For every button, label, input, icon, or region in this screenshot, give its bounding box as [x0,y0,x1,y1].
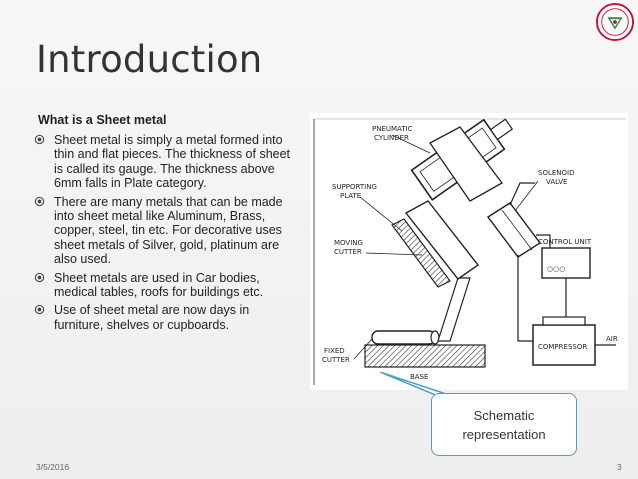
bullet-text: Sheet metals are used in Car bodies, medical tables, roofs for buildings etc. [54,270,264,300]
label-moving-cutter-line1: MOVING [334,239,363,247]
label-supporting-plate-line1: SUPPORTING [332,183,377,191]
section-subheading: What is a Sheet metal [38,113,167,127]
callout-line1: Schematic [473,407,535,423]
base-block [365,345,485,367]
circle-bullet-icon [34,196,45,207]
label-pneumatic-cylinder-line2: CYLINDER [374,134,409,142]
label-solenoid-valve-line2: VALVE [546,178,568,186]
label-pneumatic-cylinder-line1: PNEUMATIC [372,125,413,133]
control-unit [542,248,590,278]
circle-bullet-icon [34,272,45,283]
bullet-text: Sheet metal is simply a metal formed into thin and flat pieces. The thickness of sheet is called its gauge. The thickness above 6mm falls in Plate category. [54,133,291,191]
bullet-list [33,133,301,336]
footer-page-number: 3 [617,462,622,472]
label-fixed-cutter-line1: FIXED [324,347,345,355]
list-item [33,271,301,300]
circle-bullet-icon [34,134,45,145]
schematic-diagram [310,113,628,390]
footer-date: 3/5/2016 [36,462,70,472]
page-title: Introduction [36,38,263,81]
bullet-text: There are many metals that can be made into sheet metal like Aluminum, Brass, copper, steel, tin etc. For decorative uses sheet metals of Silver, gold, platinum are also used. [54,194,283,267]
label-air: AIR [606,335,618,343]
list-item [33,133,301,191]
list-item [33,195,301,267]
label-base: BASE [410,373,429,381]
label-compressor: COMPRESSOR [538,343,588,351]
list-item [33,303,301,332]
bullet-text: Use of sheet metal are now days in furniture, shelves or cupboards. [54,303,250,332]
label-solenoid-valve-line1: SOLENOID [538,169,575,177]
institution-logo-icon [596,3,634,41]
svg-text:○○○: ○○○ [547,265,566,273]
label-supporting-plate-line2: PLATE [340,192,362,200]
label-control-unit: CONTROL UNIT [538,238,592,246]
fixed-cutter [372,331,439,344]
label-moving-cutter-line2: CUTTER [334,248,362,256]
schematic-callout [431,393,577,456]
label-fixed-cutter-line2: CUTTER [322,356,350,364]
circle-bullet-icon [34,304,45,315]
callout-line2: representation [462,426,546,442]
